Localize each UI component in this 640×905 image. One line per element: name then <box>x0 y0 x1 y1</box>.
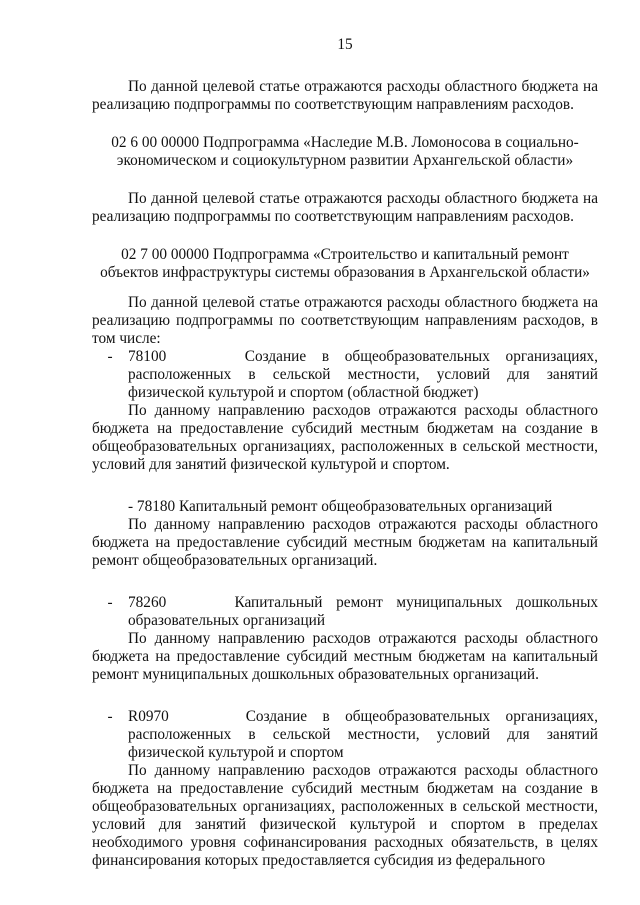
paragraph-subprogram-6-intro: По данной целевой статье отражаются расходы областного бюджета на реализацию подпрограммы по соответствующим направлениям расходов. <box>92 78 598 113</box>
expense-code: R0970 <box>128 708 169 725</box>
expense-code: 78260 <box>128 594 167 611</box>
paragraph-78260-description: По данному направлению расходов отражаются расходы областного бюджета на предоставление субсидий местным бюджетам на капитальный ремонт муниципальных дошкольных образовательных организаций. <box>92 630 598 683</box>
paragraph-R0970-description: По данному направлению расходов отражаются расходы областного бюджета на предоставление субсидий местным бюджетам на создание в общеобразовательных организациях, расположенных в сельской местности, условий для занятий физической культурой и спортом в пределах необходимого уровня софинансирования расходных обязательств, в целях финансирования которых предоставляется субсидия из федерального <box>92 762 598 869</box>
list-dash: - <box>107 708 113 725</box>
page-number: 15 <box>337 36 353 53</box>
heading-subprogram-02-6: 02 6 00 00000 Подпрограмма «Наследие М.В. Ломоносова в социально-экономическом и социокультурном развитии Архангельской области» <box>111 134 579 169</box>
expense-title: Капитальный ремонт муниципальных дошкольных образовательных организаций <box>128 594 598 629</box>
expense-code: 78100 <box>128 348 167 365</box>
list-item-78260 <box>92 594 598 630</box>
list-item-R0970 <box>92 708 598 762</box>
paragraph-subprogram-7-intro: По данной целевой статье отражаются расходы областного бюджета на реализацию подпрограммы по соответствующим направлениям расходов, в том числе: <box>92 294 598 347</box>
heading-subprogram-02-7: 02 7 00 00000 Подпрограмма «Строительство и капитальный ремонт объектов инфраструктуры системы образования в Архангельской области» <box>100 246 590 281</box>
paragraph-78100-description: По данному направлению расходов отражаются расходы областного бюджета на предоставление субсидий местным бюджетам на создание в общеобразовательных организациях, расположенных в сельской местности, условий для занятий физической культурой и спортом. <box>92 402 598 473</box>
list-dash: - <box>107 594 113 611</box>
expense-title: Создание в общеобразовательных организациях, расположенных в сельской местности, условий для занятий физической культурой и спортом (областной бюджет) <box>128 348 598 401</box>
list-dash: - <box>107 348 113 365</box>
list-item-78100 <box>92 348 598 402</box>
paragraph-subprogram-6-body: По данной целевой статье отражаются расходы областного бюджета на реализацию подпрограммы по соответствующим направлениям расходов. <box>92 190 598 225</box>
paragraph-78180-description: По данному направлению расходов отражаются расходы областного бюджета на предоставление субсидий местным бюджетам на капитальный ремонт общеобразовательных организаций. <box>92 516 598 569</box>
expense-title: Создание в общеобразовательных организациях, расположенных в сельской местности, условий для занятий физической культурой и спортом <box>128 708 598 761</box>
list-item-78180: - 78180 Капитальный ремонт общеобразовательных организаций <box>128 498 553 515</box>
